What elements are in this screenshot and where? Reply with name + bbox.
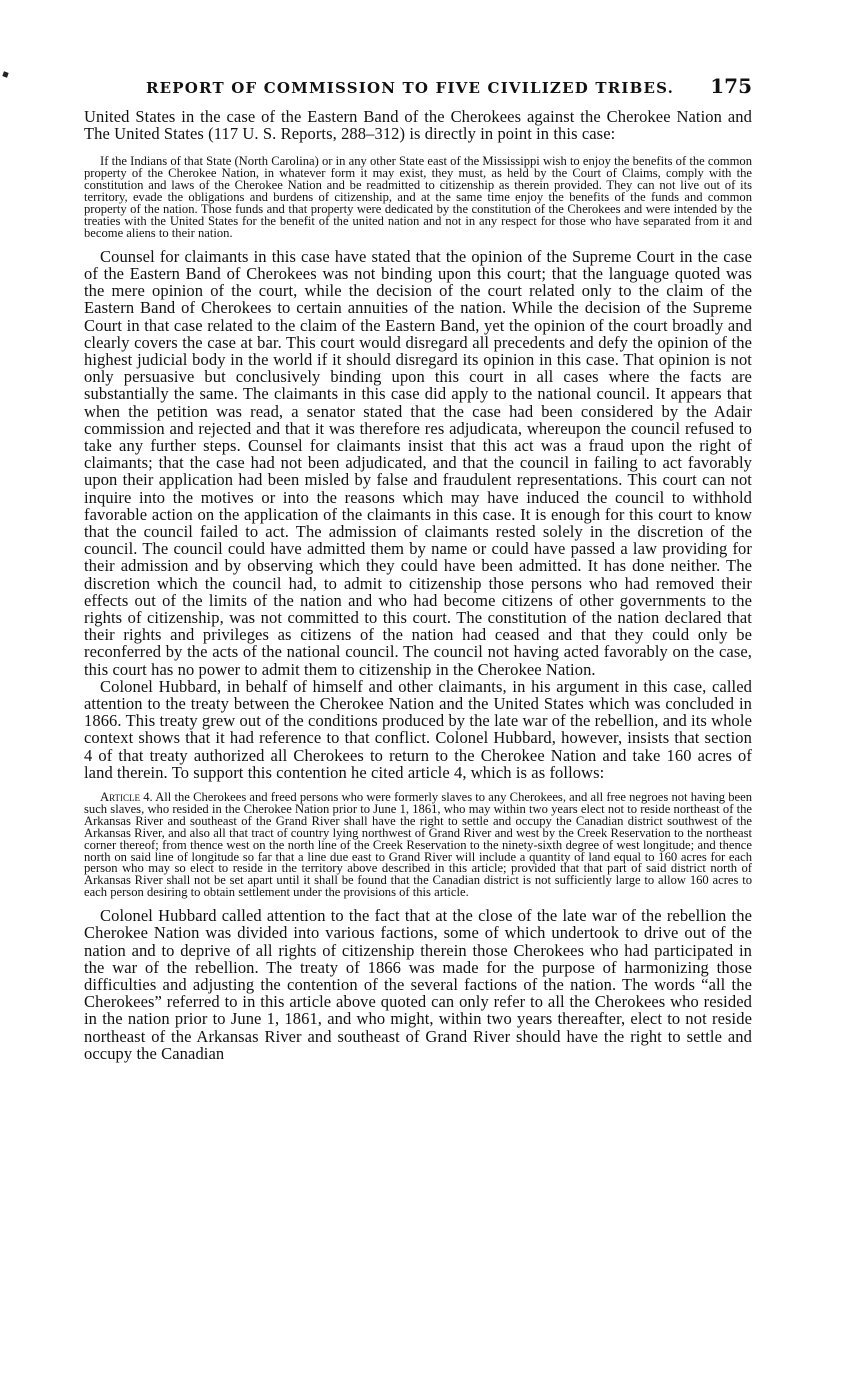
hubbard-argument-paragraph: Colonel Hubbard, in behalf of himself and other claimants, in his argument in this case, called attention to the treaty between the Cherokee Nation and the United States which was concluded in 1866. This treaty grew out of the conditions produced by the late war of the rebellion, and its whole context shows that it had reference to that conflict. Colonel Hubbard, however, insists that section 4 of that treaty authorized all Cherokees to return to the Cherokee Nation and take 160 acres of land therein. To support this contention he cited article 4, which is as follows:	[84, 676, 752, 782]
article-4-quote	[84, 792, 752, 899]
page-number: 175	[710, 74, 752, 98]
article-text: All the Cherokees and freed persons who were formerly slaves to any Cherokees, and all free negroes not having been such slaves, who resided in the Cherokee Nation prior to June 1, 1861, who may within two years elect not to reside northeast of the Arkansas River and southeast of the Grand River shall have the right to settle and occupy the Canadian district southwest of the Arkansas River, and also all that tract of country lying northwest of Grand River and west by the Creek Reservation to the northeast corner thereof; from thence west on the north line of the Creek Reservation to the ninety-sixth degree of west longitude; and thence north on said line of longitude so far that a line due east to Grand River will include a quantity of land equal to 160 acres for each person who may so elect to reside in the territory above described in this article; provided that that part of said district north of Arkansas River shall not be set apart until it shall be found that the Canadian district is not sufficiently large to allow 160 acres to each person desiring to obtain settlement under the provisions of this article.	[84, 790, 752, 900]
article-label: Article 4.	[100, 790, 153, 805]
document-page	[84, 74, 752, 1062]
hubbard-factions-paragraph: Colonel Hubbard called attention to the fact that at the close of the late war of the rebellion the Cherokee Nation was divided into various factions, some of which undertook to drive out of the nation and to deprive of all rights of citizenship therein those Cherokees who had participated in the war of the rebellion. The treaty of 1866 was made for the purpose of harmonizing those difficulties and adjusting the contention of the several factions of the nation. The words “all the Cherokees” referred to in this article above quoted can only refer to all the Cherokees who resided in the nation prior to June 1, 1861, and who might, within two years thereafter, elect to not reside northeast of the Arkansas River and southeast of Grand River should have the right to settle and occupy the Canadian	[84, 906, 752, 1063]
counsel-paragraph: Counsel for claimants in this case have stated that the opinion of the Supreme Court in the case of the Eastern Band of Cherokees was not binding upon this court; that the language quoted was the mere opinion of the court, while the decision of the court related only to the claim of the Eastern Band of Cherokees to certain annuities of the nation. While the decision of the Supreme Court in that case related to the claim of the Eastern Band, yet the opinion of the court broadly and clearly covers the case at bar. This court would disregard all precedents and defy the opinion of the highest judicial body in the world if it should disregard its opinion in this case. That opinion is not only persuasive but conclusively binding upon this court in all cases where the facts are substantially the same. The claimants in this case did apply to the national council. It appears that when the petition was read, a senator stated that the case had been considered by the Adair commission and rejected and that it was therefore res adjudicata, whereupon the council refused to take any further steps. Counsel for claimants insist that this act was a fraud upon the right of claimants; that the case had not been adjudicated, and that the council in failing to act favorably upon their application had been misled by false and fraudulent representations. This court can not inquire into the motives or into the reasons which may have induced the council to withhold favorable action on the application of the claimants in this case. It is enough for this court to know that the council failed to act. The admission of claimants rested solely in the discretion of the council. The council could have admitted them by name or could have passed a law providing for their admission and by observing which they could have been admitted. It has done neither. The discretion which the council had, to admit to citizenship those persons who had removed their effects out of the limits of the nation and who had become citizens of other governments to the rights of citizenship, was not committed to this court. The constitution of the nation declared that their rights and privileges as citizens of the nation had ceased and that they could only be reconferred by the acts of the national council. The council not having acted favorably on the case, this court has no power to admit them to citizenship in the Cherokee Nation.	[84, 246, 752, 679]
page-header	[84, 74, 752, 108]
margin-mark	[2, 71, 8, 77]
supreme-court-quote: If the Indians of that State (North Carolina) or in any other State east of the Mississippi wish to enjoy the benefits of the common property of the Cherokee Nation, in whatever form it may exist, they must, as held by the Court of Claims, comply with the constitution and laws of the Cherokee Nation and be readmitted to citizenship as therein provided. They can not live out of its territory, evade the obligations and burdens of citizenship, and at the same time enjoy the benefits of the funds and common property of the nation. Those funds and that property were dedicated by the constitution of the Cherokees and were intended by the treaties with the United States for the benefit of the united nation and not in any respect for those who have separated from it and become aliens to their nation.	[84, 154, 752, 240]
running-head: REPORT OF COMMISSION TO FIVE CIVILIZED TRIBES.	[146, 79, 675, 97]
intro-paragraph: United States in the case of the Eastern Band of the Cherokees against the Cherokee Nation and The United States (117 U. S. Reports, 288–312) is directly in point in this case:	[84, 107, 752, 144]
